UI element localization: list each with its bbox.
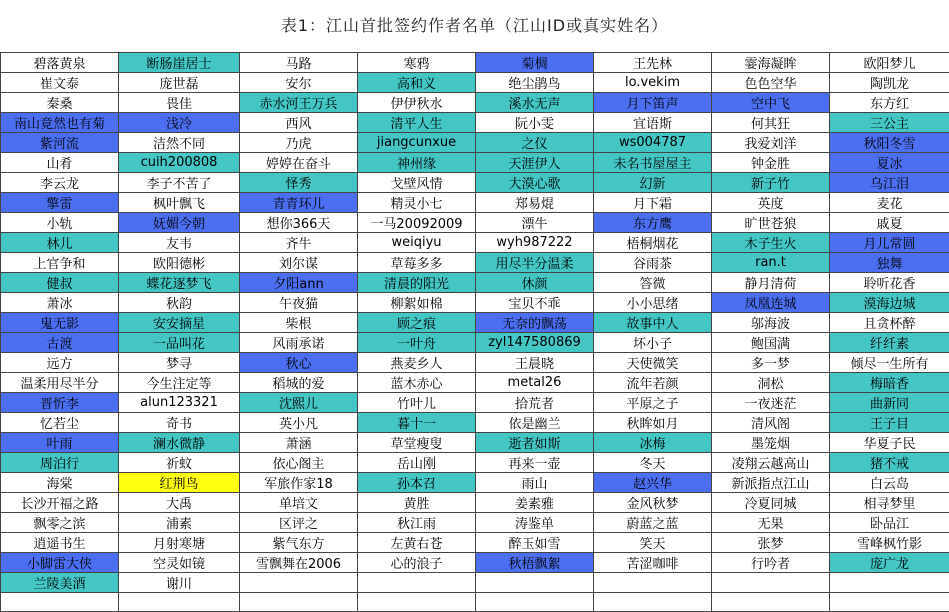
author-cell[interactable]: 神州缘: [358, 153, 476, 173]
author-cell[interactable]: 宝贝不乖: [476, 293, 594, 313]
author-cell[interactable]: 天使微笑: [594, 353, 712, 373]
author-cell[interactable]: 醉玉如雪: [476, 533, 594, 553]
author-cell[interactable]: 一叶舟: [358, 333, 476, 353]
author-cell[interactable]: 纤纤素: [830, 333, 949, 353]
author-cell[interactable]: 华夏子民: [830, 433, 949, 453]
author-cell[interactable]: 溪水无声: [476, 93, 594, 113]
author-cell[interactable]: 柴根: [240, 313, 358, 333]
author-cell[interactable]: 海棠: [1, 473, 119, 493]
author-cell[interactable]: 漂牛: [476, 213, 594, 233]
table-row: [1, 53, 949, 73]
author-cell[interactable]: 逝者如斯: [476, 433, 594, 453]
author-cell[interactable]: 蝶花逐梦飞: [119, 273, 240, 293]
table-row: [1, 133, 949, 153]
table-row: [1, 313, 949, 333]
author-cell[interactable]: 想你366天: [240, 213, 358, 233]
author-cell[interactable]: 麦花: [830, 193, 949, 213]
author-cell[interactable]: 庞广龙: [830, 553, 949, 573]
author-cell[interactable]: 色色空华: [712, 73, 830, 93]
author-cell[interactable]: 健叔: [1, 273, 119, 293]
author-cell[interactable]: 秋心: [240, 353, 358, 373]
author-cell[interactable]: 静月清荷: [712, 273, 830, 293]
author-cell[interactable]: 月下笛声: [594, 93, 712, 113]
author-cell[interactable]: 雨山: [476, 473, 594, 493]
author-cell[interactable]: 洞松: [712, 373, 830, 393]
author-cell[interactable]: 王先林: [594, 53, 712, 73]
author-cell[interactable]: ws004787: [594, 133, 712, 153]
author-cell[interactable]: 新派指点江山: [712, 473, 830, 493]
author-cell[interactable]: 风雨承诺: [240, 333, 358, 353]
author-cell[interactable]: 英度: [712, 193, 830, 213]
author-roster-table: [0, 52, 949, 612]
author-cell[interactable]: 高和义: [358, 73, 476, 93]
author-cell[interactable]: 孙本召: [358, 473, 476, 493]
author-cell[interactable]: 欧阳德彬: [119, 253, 240, 273]
author-cell[interactable]: 左黄右苍: [358, 533, 476, 553]
author-cell[interactable]: 碧落黄泉: [1, 53, 119, 73]
author-cell[interactable]: 小脚雷大侠: [1, 553, 119, 573]
author-cell[interactable]: 王子目: [830, 413, 949, 433]
author-cell[interactable]: [240, 593, 358, 612]
author-cell[interactable]: 菊椆: [476, 53, 594, 73]
author-cell[interactable]: [830, 593, 949, 612]
author-cell[interactable]: 蓝木赤心: [358, 373, 476, 393]
author-cell[interactable]: metal26: [476, 373, 594, 393]
author-cell[interactable]: 燕麦乡人: [358, 353, 476, 373]
author-cell[interactable]: 齐牛: [240, 233, 358, 253]
author-cell[interactable]: 王晨晓: [476, 353, 594, 373]
author-cell[interactable]: 张梦: [712, 533, 830, 553]
author-cell[interactable]: 相寻梦里: [830, 493, 949, 513]
author-cell[interactable]: 军旅作家18: [240, 473, 358, 493]
author-cell[interactable]: 阮小雯: [476, 113, 594, 133]
author-cell[interactable]: 涛鉴单: [476, 513, 594, 533]
table-row: [1, 113, 949, 133]
author-cell[interactable]: cuih200808: [119, 153, 240, 173]
author-cell[interactable]: 精灵小七: [358, 193, 476, 213]
roster-body: [1, 53, 949, 612]
author-cell[interactable]: 清晨的阳光: [358, 273, 476, 293]
author-cell[interactable]: 梧桐烟花: [594, 233, 712, 253]
author-cell[interactable]: 晋忻李: [1, 393, 119, 413]
author-cell[interactable]: 寒鸦: [358, 53, 476, 73]
author-cell[interactable]: 答微: [594, 273, 712, 293]
author-cell[interactable]: 祈蚊: [119, 453, 240, 473]
author-cell[interactable]: 妩媚今朝: [119, 213, 240, 233]
table-row: [1, 513, 949, 533]
author-cell[interactable]: 大禹: [119, 493, 240, 513]
author-cell[interactable]: [1, 593, 119, 612]
table-row: [1, 293, 949, 313]
author-cell[interactable]: 友韦: [119, 233, 240, 253]
author-cell[interactable]: 古渡: [1, 333, 119, 353]
author-cell[interactable]: [594, 593, 712, 612]
author-cell[interactable]: 绝尘鹃鸟: [476, 73, 594, 93]
author-cell[interactable]: [476, 593, 594, 612]
author-cell[interactable]: 宜语斯: [594, 113, 712, 133]
author-cell[interactable]: 奇书: [119, 413, 240, 433]
author-cell[interactable]: 婷婷在奋斗: [240, 153, 358, 173]
author-cell[interactable]: 顾之痕: [358, 313, 476, 333]
author-cell[interactable]: 霎海凝眸: [712, 53, 830, 73]
author-cell[interactable]: 我爱刘洋: [712, 133, 830, 153]
author-cell[interactable]: 小小思绪: [594, 293, 712, 313]
author-cell[interactable]: 暮十一: [358, 413, 476, 433]
author-cell[interactable]: [358, 593, 476, 612]
author-cell[interactable]: jiangcunxue: [358, 133, 476, 153]
author-cell[interactable]: 草莓多多: [358, 253, 476, 273]
author-cell[interactable]: 金风秋梦: [594, 493, 712, 513]
author-cell[interactable]: 英小凡: [240, 413, 358, 433]
author-cell[interactable]: 一马20092009: [358, 213, 476, 233]
author-cell[interactable]: 浦素: [119, 513, 240, 533]
table-row: [1, 453, 949, 473]
author-cell[interactable]: 清风阁: [712, 413, 830, 433]
table-row: [1, 553, 949, 573]
author-cell[interactable]: 坏小子: [594, 333, 712, 353]
author-cell[interactable]: 白云岛: [830, 473, 949, 493]
author-cell[interactable]: 木子生火: [712, 233, 830, 253]
author-cell[interactable]: 飘零之滨: [1, 513, 119, 533]
author-cell[interactable]: 依是幽兰: [476, 413, 594, 433]
author-cell[interactable]: 一夜迷茫: [712, 393, 830, 413]
author-cell[interactable]: 柳絮如棉: [358, 293, 476, 313]
author-cell[interactable]: 冰梅: [594, 433, 712, 453]
author-cell[interactable]: 秋韵: [119, 293, 240, 313]
author-cell[interactable]: 赤水河王万兵: [240, 93, 358, 113]
author-cell[interactable]: 鲍国满: [712, 333, 830, 353]
author-cell[interactable]: 山肴: [1, 153, 119, 173]
author-cell[interactable]: 欧阳梦儿: [830, 53, 949, 73]
author-cell[interactable]: 单培文: [240, 493, 358, 513]
author-cell[interactable]: 谷雨茶: [594, 253, 712, 273]
author-cell[interactable]: 断肠崖居士: [119, 53, 240, 73]
author-cell[interactable]: 月下霜: [594, 193, 712, 213]
author-cell[interactable]: 卧品江: [830, 513, 949, 533]
author-cell[interactable]: 紫河流: [1, 133, 119, 153]
author-cell[interactable]: 空中飞: [712, 93, 830, 113]
author-cell[interactable]: 沈熙儿: [240, 393, 358, 413]
table-row: [1, 193, 949, 213]
author-cell[interactable]: 冷夏同城: [712, 493, 830, 513]
author-cell[interactable]: 午夜猫: [240, 293, 358, 313]
author-cell[interactable]: 逍遥书生: [1, 533, 119, 553]
author-cell[interactable]: [712, 593, 830, 612]
author-cell[interactable]: 聆听花香: [830, 273, 949, 293]
author-cell[interactable]: 上官争和: [1, 253, 119, 273]
author-cell[interactable]: 擎雷: [1, 193, 119, 213]
table-row: [1, 413, 949, 433]
author-cell[interactable]: 邬海波: [712, 313, 830, 333]
author-cell[interactable]: 雪飘舞在2006: [240, 553, 358, 573]
table-row: [1, 433, 949, 453]
author-cell[interactable]: 秦桑: [1, 93, 119, 113]
author-cell[interactable]: 秋梧飘絮: [476, 553, 594, 573]
author-cell[interactable]: 大漠心歌: [476, 173, 594, 193]
author-cell[interactable]: 远方: [1, 353, 119, 373]
table-row: [1, 273, 949, 293]
author-cell[interactable]: 刘尔谋: [240, 253, 358, 273]
author-cell[interactable]: 怿秀: [240, 173, 358, 193]
author-cell[interactable]: 萧冰: [1, 293, 119, 313]
table-row: [1, 333, 949, 353]
table-row: [1, 213, 949, 233]
author-cell[interactable]: 曲新同: [830, 393, 949, 413]
table-row: [1, 93, 949, 113]
author-cell[interactable]: 谢川: [119, 573, 240, 593]
author-cell[interactable]: 黄胜: [358, 493, 476, 513]
author-cell[interactable]: 红荆鸟: [119, 473, 240, 493]
author-cell[interactable]: 三公主: [830, 113, 949, 133]
author-cell[interactable]: 李云龙: [1, 173, 119, 193]
author-cell[interactable]: 平原之子: [594, 393, 712, 413]
author-cell[interactable]: 何其狂: [712, 113, 830, 133]
author-cell[interactable]: 幻新: [594, 173, 712, 193]
author-cell[interactable]: 长沙开福之路: [1, 493, 119, 513]
author-cell[interactable]: 夕阳ann: [240, 273, 358, 293]
table-row: [1, 353, 949, 373]
author-cell[interactable]: 乃虎: [240, 133, 358, 153]
table-row: [1, 173, 949, 193]
author-cell[interactable]: 未名书屋屋主: [594, 153, 712, 173]
author-cell[interactable]: 安安摘星: [119, 313, 240, 333]
author-cell[interactable]: 旷世苍狼: [712, 213, 830, 233]
author-cell[interactable]: 清平人生: [358, 113, 476, 133]
author-cell[interactable]: 今生注定等: [119, 373, 240, 393]
author-cell[interactable]: 青青环儿: [240, 193, 358, 213]
author-cell[interactable]: 钟金胜: [712, 153, 830, 173]
table-row: [1, 533, 949, 553]
table-row: [1, 393, 949, 413]
author-cell[interactable]: 畏佳: [119, 93, 240, 113]
author-cell[interactable]: 西风: [240, 113, 358, 133]
author-cell[interactable]: 行吟者: [712, 553, 830, 573]
table-row: [1, 373, 949, 393]
author-cell[interactable]: 猪不戒: [830, 453, 949, 473]
author-cell[interactable]: 马路: [240, 53, 358, 73]
author-cell[interactable]: 笑天: [594, 533, 712, 553]
author-cell[interactable]: 梅暗香: [830, 373, 949, 393]
author-cell[interactable]: 秋江雨: [358, 513, 476, 533]
author-cell[interactable]: 秋眸如月: [594, 413, 712, 433]
author-cell[interactable]: 澜水微静: [119, 433, 240, 453]
author-cell[interactable]: 倾尽一生所有: [830, 353, 949, 373]
author-cell[interactable]: 无奈的飘荡: [476, 313, 594, 333]
author-cell[interactable]: 郑易焜: [476, 193, 594, 213]
author-cell[interactable]: zyl147580869: [476, 333, 594, 353]
author-cell[interactable]: 浅冷: [119, 113, 240, 133]
author-cell[interactable]: 东方红: [830, 93, 949, 113]
author-cell[interactable]: 南山竟然也有菊: [1, 113, 119, 133]
author-cell[interactable]: 蔚蓝之蓝: [594, 513, 712, 533]
author-cell[interactable]: 鬼无影: [1, 313, 119, 333]
author-cell[interactable]: 周泊行: [1, 453, 119, 473]
author-cell[interactable]: 流年若颜: [594, 373, 712, 393]
author-cell[interactable]: 忆若尘: [1, 413, 119, 433]
table-row: [1, 233, 949, 253]
author-cell[interactable]: 稻城的爱: [240, 373, 358, 393]
author-cell[interactable]: 雪峰枫竹影: [830, 533, 949, 553]
page-title: 表1：江山首批签约作者名单（江山ID或真实姓名）: [0, 0, 949, 52]
author-cell[interactable]: 故事中人: [594, 313, 712, 333]
author-cell[interactable]: 崔文泰: [1, 73, 119, 93]
author-cell[interactable]: 庞世磊: [119, 73, 240, 93]
author-cell[interactable]: 草堂瘦叟: [358, 433, 476, 453]
author-cell[interactable]: 赵兴华: [594, 473, 712, 493]
author-cell[interactable]: 冬天: [594, 453, 712, 473]
author-cell[interactable]: 紫气东方: [240, 533, 358, 553]
author-cell[interactable]: 兰陵美酒: [1, 573, 119, 593]
author-cell[interactable]: 新子竹: [712, 173, 830, 193]
author-cell[interactable]: 陶凯龙: [830, 73, 949, 93]
author-cell[interactable]: 姜素雅: [476, 493, 594, 513]
author-cell[interactable]: 苦涩咖啡: [594, 553, 712, 573]
author-cell[interactable]: 戚夏: [830, 213, 949, 233]
author-cell[interactable]: 无果: [712, 513, 830, 533]
author-cell[interactable]: 乌江泪: [830, 173, 949, 193]
author-cell[interactable]: 天涯伊人: [476, 153, 594, 173]
author-cell[interactable]: 林儿: [1, 233, 119, 253]
author-cell[interactable]: 漠海边城: [830, 293, 949, 313]
author-cell[interactable]: 凌翔云越高山: [712, 453, 830, 473]
author-cell[interactable]: ran.t: [712, 253, 830, 273]
author-cell[interactable]: 墨笼烟: [712, 433, 830, 453]
author-cell[interactable]: 月射寒塘: [119, 533, 240, 553]
author-cell[interactable]: 秋阳冬雪: [830, 133, 949, 153]
author-cell[interactable]: 用尽半分温柔: [476, 253, 594, 273]
author-cell[interactable]: alun123321: [119, 393, 240, 413]
author-cell[interactable]: 安尔: [240, 73, 358, 93]
author-cell[interactable]: 心的浪子: [358, 553, 476, 573]
author-cell[interactable]: 凤凰连城: [712, 293, 830, 313]
author-cell[interactable]: 再来一壶: [476, 453, 594, 473]
author-cell[interactable]: 之仪: [476, 133, 594, 153]
table-row: [1, 593, 949, 612]
author-cell[interactable]: 竹叶儿: [358, 393, 476, 413]
author-cell[interactable]: lo.vekim: [594, 73, 712, 93]
author-cell[interactable]: 且贪杯醉: [830, 313, 949, 333]
author-cell[interactable]: 休颜: [476, 273, 594, 293]
author-cell[interactable]: weiqiyu: [358, 233, 476, 253]
table-row: [1, 153, 949, 173]
author-cell[interactable]: wyh987222: [476, 233, 594, 253]
table-row: [1, 73, 949, 93]
author-cell[interactable]: 区评之: [240, 513, 358, 533]
author-cell[interactable]: 洁然不同: [119, 133, 240, 153]
author-cell[interactable]: 梦寻: [119, 353, 240, 373]
author-cell[interactable]: 拾荒者: [476, 393, 594, 413]
table-row: [1, 253, 949, 273]
author-cell[interactable]: 岳山刚: [358, 453, 476, 473]
author-cell[interactable]: 空灵如镜: [119, 553, 240, 573]
author-cell[interactable]: [119, 593, 240, 612]
table-row: [1, 473, 949, 493]
author-cell[interactable]: 多一梦: [712, 353, 830, 373]
author-cell[interactable]: 依心阁主: [240, 453, 358, 473]
author-cell[interactable]: 一品叫花: [119, 333, 240, 353]
author-cell[interactable]: 东方鹰: [594, 213, 712, 233]
author-cell[interactable]: 温柔用尽半分: [1, 373, 119, 393]
author-cell[interactable]: 小轨: [1, 213, 119, 233]
author-cell[interactable]: 夏冰: [830, 153, 949, 173]
table-row: [1, 493, 949, 513]
author-cell[interactable]: 叶雨: [1, 433, 119, 453]
author-cell[interactable]: 独舞: [830, 253, 949, 273]
author-cell[interactable]: 戈壁风情: [358, 173, 476, 193]
author-cell[interactable]: 月儿常圆: [830, 233, 949, 253]
author-cell[interactable]: 李子不苦了: [119, 173, 240, 193]
author-cell[interactable]: 萧涵: [240, 433, 358, 453]
author-cell[interactable]: 枫叶飘飞: [119, 193, 240, 213]
author-cell[interactable]: 伊伊秋水: [358, 93, 476, 113]
